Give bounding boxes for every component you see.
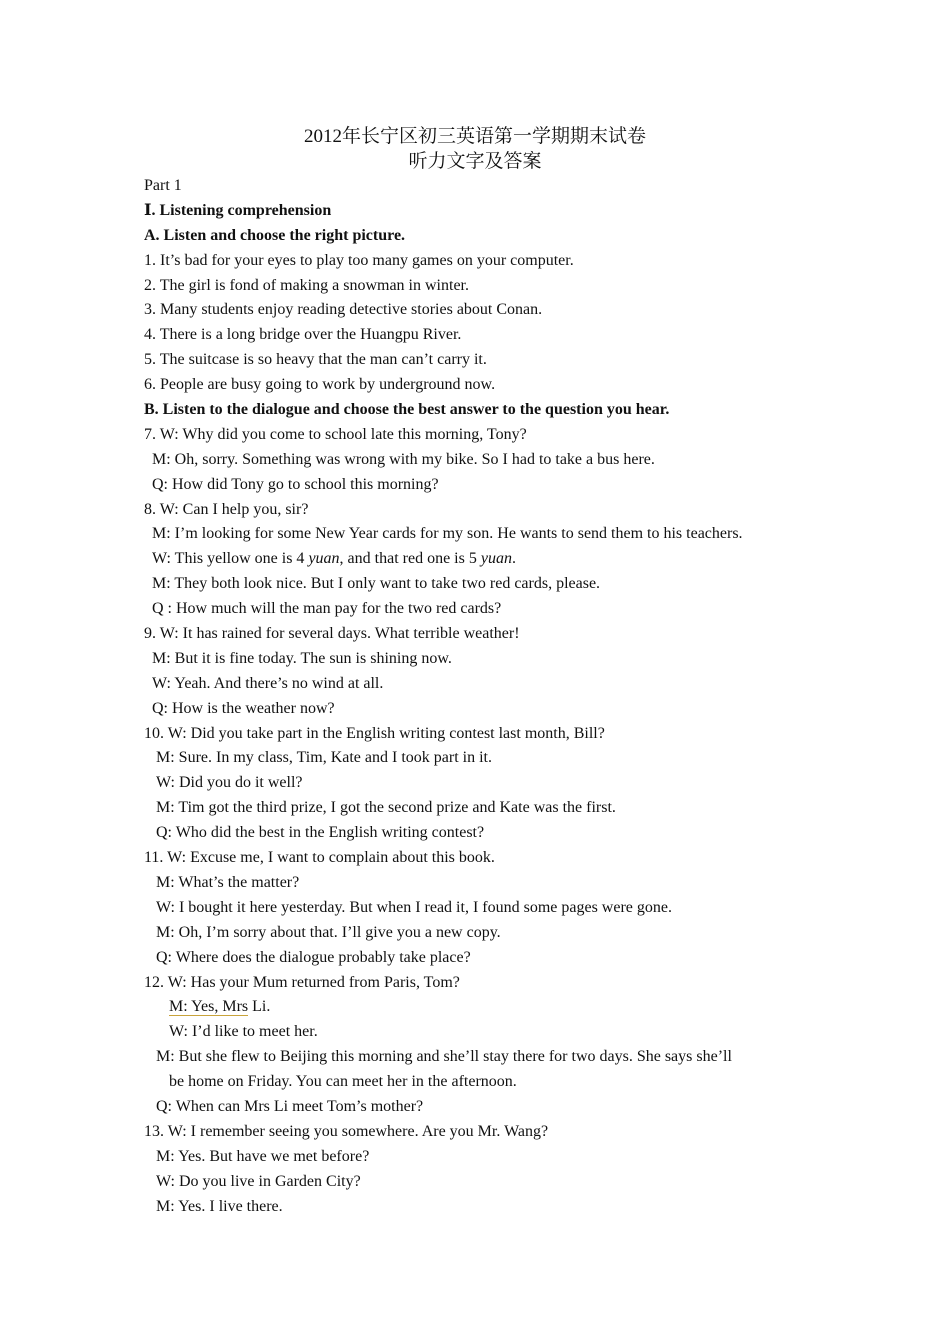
part-heading: Part 1 [144,177,182,194]
subsection-heading-b: B. Listen to the dialogue and choose the best answer to the question you hear. [144,401,670,419]
dialogue-line: M: Yes. But have we met before? [156,1147,370,1165]
dialogue-line: Q: When can Mrs Li meet Tom’s mother? [156,1097,424,1115]
dialogue-line [144,547,844,572]
dialogue-line: Q : How much will the man pay for the two red cards? [152,600,502,618]
dialogue-line: W: Did you do it well? [156,774,303,792]
dialogue-line: 9. W: It has rained for several days. What terrible weather! [144,625,520,643]
dialogue-line: M: They both look nice. But I only want to take two red cards, please. [152,575,601,593]
dialogue-line: M: But she flew to Beijing this morning and she’ll stay there for two days. She says she’ll [156,1048,732,1066]
document-body [144,174,844,1219]
dialogue-line: M: Oh, I’m sorry about that. I’ll give you a new copy. [156,923,501,941]
text-line: 5. The suitcase is so heavy that the man can’t carry it. [144,351,487,369]
dialogue-line: W: Do you live in Garden City? [156,1172,361,1190]
dialogue-line: W: Yeah. And there’s no wind at all. [152,674,384,692]
text-run: M: Yes, Mrs [169,998,249,1016]
dialogue-line [144,995,844,1020]
dialogue-line: M: I’m looking for some New Year cards for my son. He wants to send them to his teachers. [152,525,743,543]
dialogue-line: M: Yes. I live there. [156,1197,283,1215]
dialogue-line: be home on Friday. You can meet her in the afternoon. [169,1073,517,1091]
dialogue-line: M: Oh, sorry. Something was wrong with my bike. So I had to take a bus here. [152,450,655,468]
dialogue-line: 7. W: Why did you come to school late this morning, Tony? [144,425,527,443]
text-run: , and that red one is 5 [339,550,481,568]
italic-text: yuan [480,550,512,568]
text-run: W: This yellow one is 4 [152,550,309,568]
dialogue-line: 11. W: Excuse me, I want to complain about this book. [144,849,495,867]
dialogue-line: Q: Where does the dialogue probably take place? [156,948,471,966]
section-heading: Ⅰ. Listening comprehension [144,201,332,219]
dialogue-line: Q: Who did the best in the English writing contest? [156,824,485,842]
dialogue-line: 8. W: Can I help you, sir? [144,500,309,518]
text-line: 3. Many students enjoy reading detective stories about Conan. [144,301,543,319]
dialogue-line: M: What’s the matter? [156,873,300,891]
dialogue-line: M: But it is fine today. The sun is shining now. [152,649,452,667]
subsection-heading-a: A. Listen and choose the right picture. [144,226,406,244]
text-run: Li. [248,998,271,1016]
dialogue-line: 10. W: Did you take part in the English writing contest last month, Bill? [144,724,605,742]
text-line: 6. People are busy going to work by underground now. [144,376,496,394]
text-line: 4. There is a long bridge over the Huangpu River. [144,326,462,344]
dialogue-line: W: I’d like to meet her. [169,1023,318,1041]
document-subtitle: 听力文字及答案 [408,151,542,172]
text-line: 2. The girl is fond of making a snowman in winter. [144,276,469,294]
text-line: 1. It’s bad for your eyes to play too many games on your computer. [144,251,574,269]
dialogue-line: Q: How did Tony go to school this morning? [152,475,439,493]
dialogue-line: 12. W: Has your Mum returned from Paris, Tom? [144,973,460,991]
dialogue-line: M: Sure. In my class, Tim, Kate and I took part in it. [156,749,492,767]
dialogue-line: W: I bought it here yesterday. But when I read it, I found some pages were gone. [156,898,672,916]
dialogue-line: Q: How is the weather now? [152,699,335,717]
dialogue-line: M: Tim got the third prize, I got the second prize and Kate was the first. [156,799,616,817]
document-title: 2012年长宁区初三英语第一学期期末试卷 [303,126,646,147]
italic-text: yuan [308,550,340,568]
dialogue-line: 13. W: I remember seeing you somewhere. Are you Mr. Wang? [144,1122,549,1140]
text-run: . [511,550,516,568]
